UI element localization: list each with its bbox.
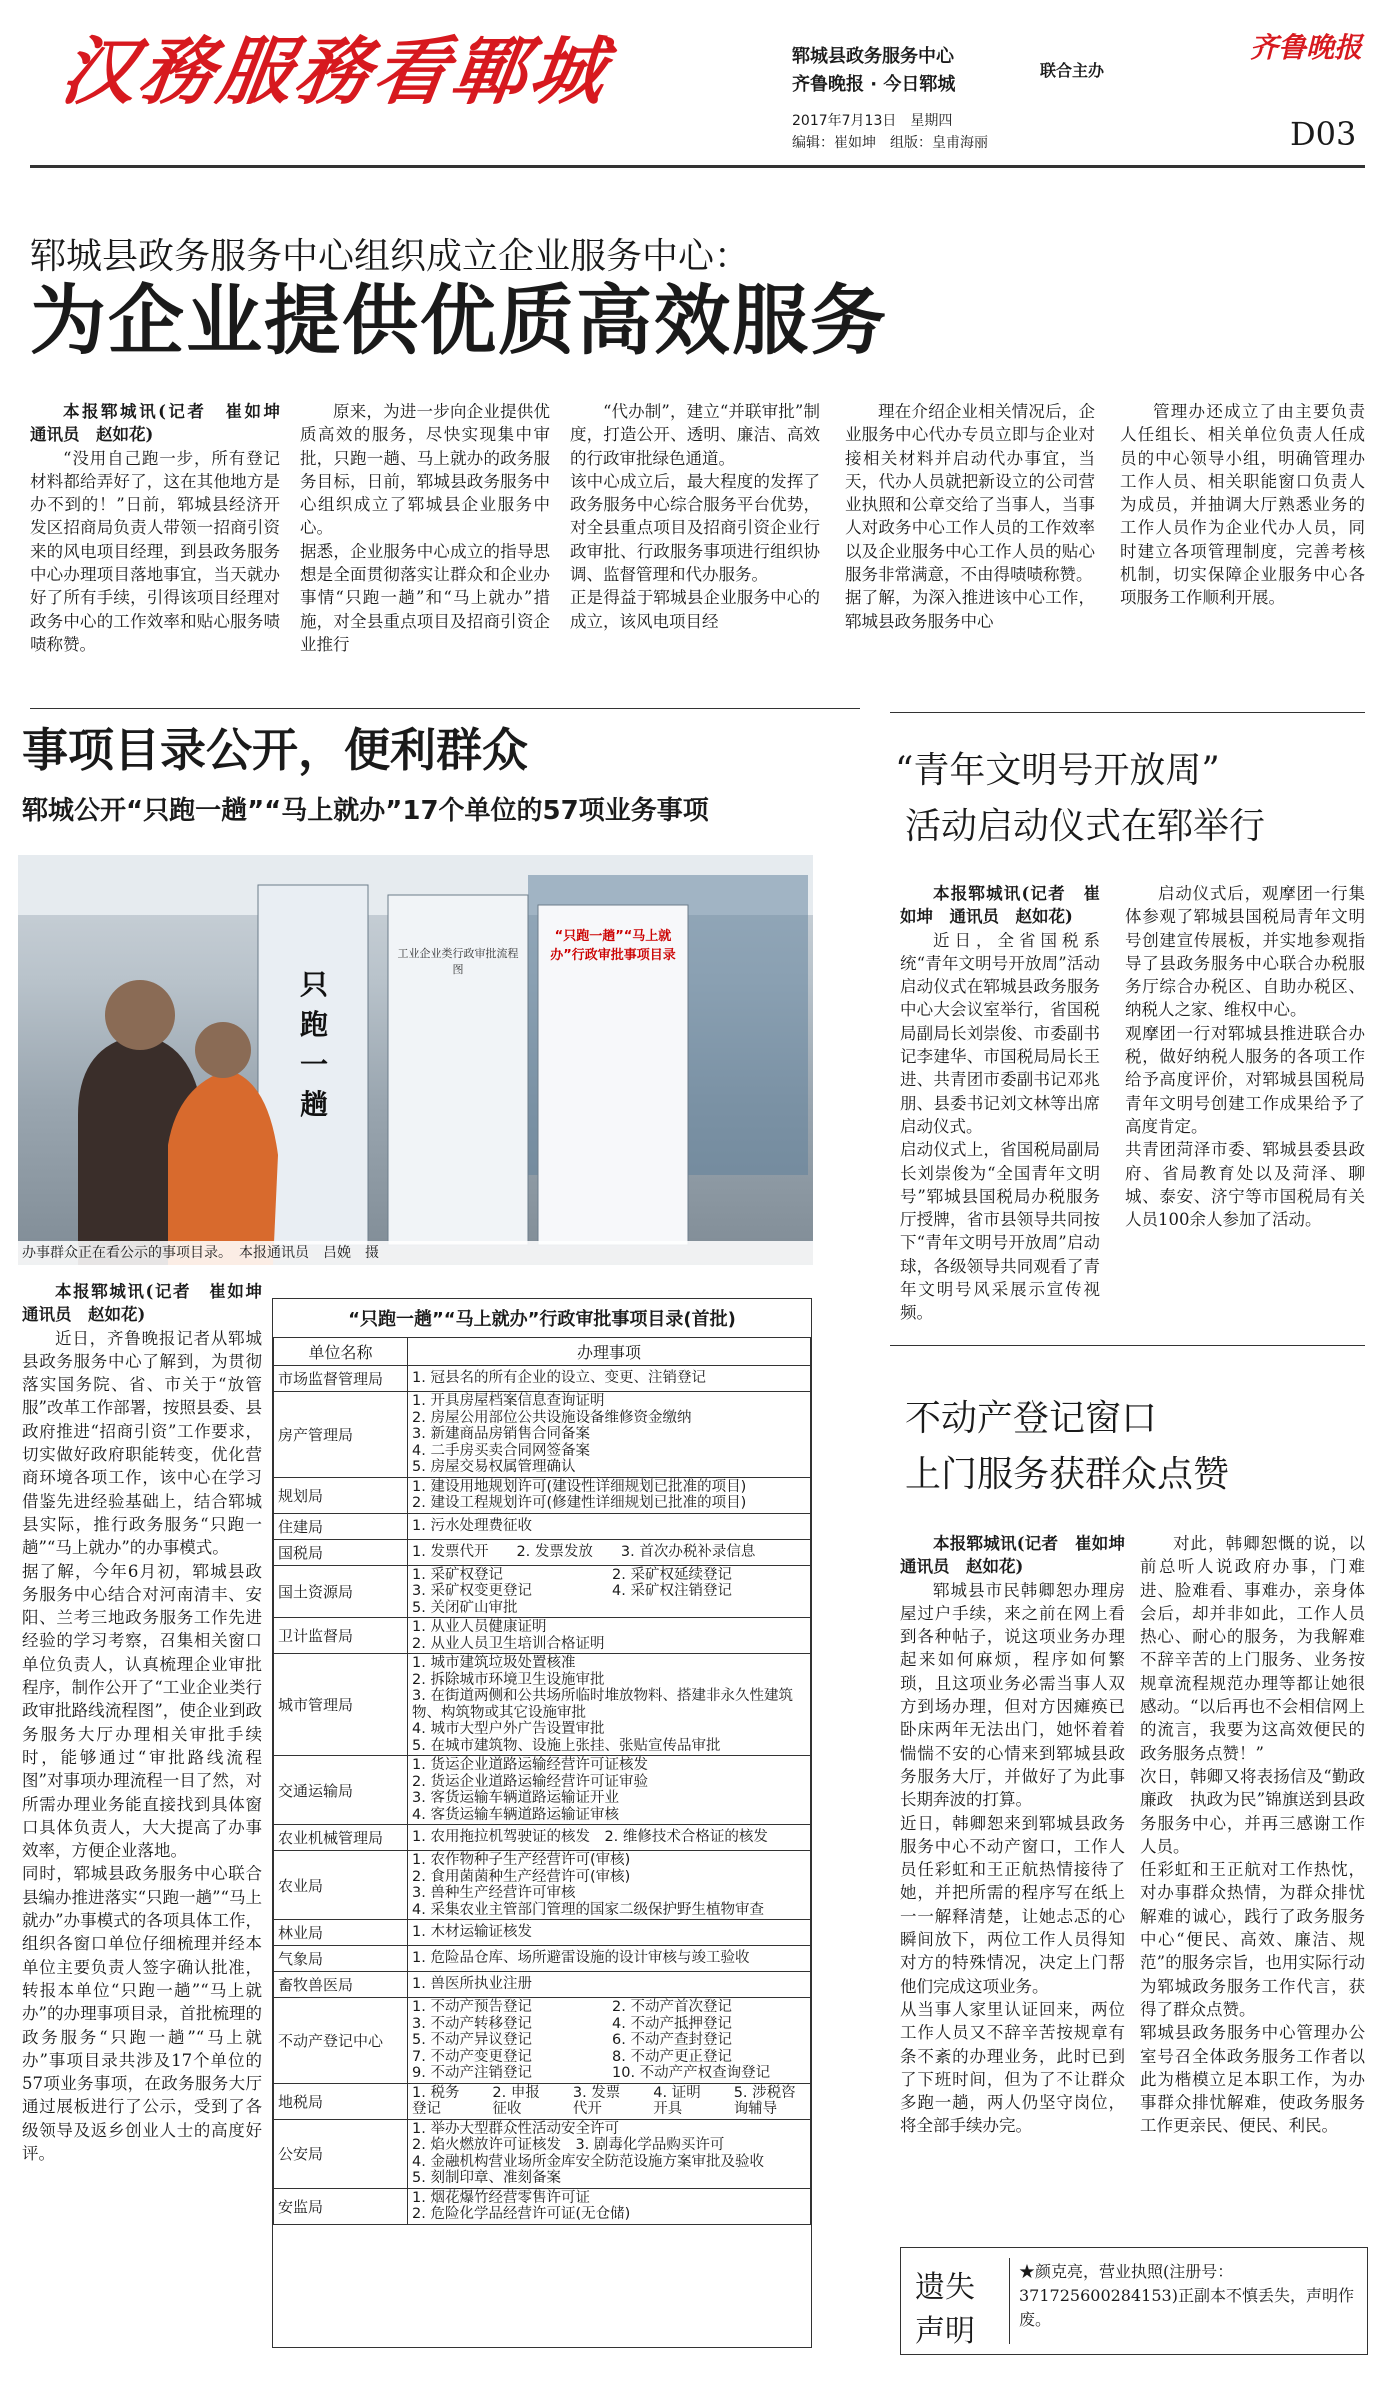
table-cell-unit: 气象局 xyxy=(274,1946,408,1972)
lost-notice-text: ★颜克亮，营业执照(注册号：371725600284153)正副本不慎丢失，声明作废。 xyxy=(1019,2262,1354,2329)
lead-column-2: 原来，为进一步向企业提供优质高效的服务，尽快实现集中审批，只跑一趟、马上就办的政务服务目标，日前，郓城县政务服务中心组织成立了郓城县企业服务中心。 据悉，企业服务中心成立的指导思想是全面贯彻落实让群众和企业办事情“只跑一趟”和“马上就办”措施，对全县重点项目及招商引资企业推行 xyxy=(300,402,550,654)
table-item: 1. 木材运输证核发 xyxy=(412,1924,532,1941)
table-cell-unit: 农业局 xyxy=(274,1851,408,1920)
table-cell-items xyxy=(408,1539,811,1565)
lead-bottom-rule xyxy=(30,708,860,709)
table-item: 3. 发票代开 xyxy=(572,2084,621,2117)
lost-notice-label-top: 遗失 xyxy=(915,2270,975,2305)
masthead-editors: 编辑：崔如坤 组版：皇甫海丽 xyxy=(792,135,988,151)
table-row xyxy=(274,1539,811,1565)
table-item: 1. 农用拖拉机驾驶证的核发 2. 维修技术合格证的核发 xyxy=(412,1829,768,1846)
story2-photo-art xyxy=(18,855,813,1265)
table-item: 5. 房屋交易权属管理确认 xyxy=(412,1459,576,1475)
table-cell-items xyxy=(408,1946,811,1972)
table-cell-unit: 城市管理局 xyxy=(274,1654,408,1756)
table-cell-unit: 房产管理局 xyxy=(274,1392,408,1478)
table-item: 2. 采矿权延续登记 xyxy=(612,1566,732,1583)
table-row xyxy=(274,1851,811,1920)
table-cell-unit: 市场监督管理局 xyxy=(274,1366,408,1392)
table-item: 1. 危险品仓库、场所避雷设施的设计审核与竣工验收 xyxy=(412,1950,750,1967)
story3-top-rule xyxy=(890,712,1365,713)
approval-table-box xyxy=(272,1298,812,2348)
table-item: 2. 焰火燃放许可证核发 3. 剧毒化学品购买许可 xyxy=(412,2137,725,2153)
table-item: 3. 首次办税补录信息 xyxy=(620,1543,756,1560)
table-cell-unit: 公安局 xyxy=(274,2119,408,2188)
table-row xyxy=(274,1654,811,1756)
table-item: 1. 污水处理费征收 xyxy=(412,1517,532,1534)
table-cell-items xyxy=(408,1654,811,1756)
table-item: 8. 不动产更正登记 xyxy=(612,2048,732,2065)
table-item: 3. 采矿权变更登记 xyxy=(412,1583,532,1599)
table-cell-unit: 畜牧兽医局 xyxy=(274,1972,408,1998)
table-cell-unit: 地税局 xyxy=(274,2083,408,2119)
table-cell-items xyxy=(408,1920,811,1946)
table-cell-items xyxy=(408,1998,811,2084)
table-row xyxy=(274,1565,811,1618)
lost-notice-box xyxy=(900,2247,1368,2355)
table-item: 5. 刻制印章、准刻备案 xyxy=(412,2170,561,2186)
masthead-title: 汉務服務看鄆城 xyxy=(55,29,615,115)
story2-subhead: 郓城公开“只跑一趟”“马上就办”17个单位的57项业务事项 xyxy=(22,796,709,826)
masthead-org-line2: 齐鲁晚报 · 今日郓城 xyxy=(792,74,956,95)
story4-column-1 xyxy=(900,1532,1142,2138)
photo-board-flowchart-title: 工业企业类行政审批流程图 xyxy=(397,947,519,976)
table-item: 3. 在街道两侧和公共场所临时堆放物料、搭建非永久性建筑物、构筑物或其它设施审批 xyxy=(412,1688,793,1721)
header-unit: 单位名称 xyxy=(274,1338,408,1366)
table-item: 4. 客货运输车辆道路运输证审核 xyxy=(412,1806,619,1823)
table-cell-items xyxy=(408,2083,811,2119)
table-row xyxy=(274,1756,811,1825)
table-cell-unit: 国土资源局 xyxy=(274,1565,408,1618)
table-item: 1. 从业人员健康证明 xyxy=(412,1619,547,1635)
story4-byline: 本报郓城讯(记者 崔如坤 通讯员 赵如花) xyxy=(900,1534,1142,1577)
table-item: 1. 兽医所执业注册 xyxy=(412,1976,532,1993)
table-item: 7. 不动产变更登记 xyxy=(412,2048,532,2065)
story4-headline-line2: 上门服务获群众点赞 xyxy=(905,1454,1230,1495)
story3-column-1 xyxy=(900,882,1100,1325)
table-item: 2. 房屋公用部位公共设施设备维修资金缴纳 xyxy=(412,1409,692,1426)
table-row xyxy=(274,1618,811,1654)
story3-headline-line2: 活动启动仪式在郓举行 xyxy=(905,806,1266,847)
table-cell-items xyxy=(408,2119,811,2188)
table-cell-items xyxy=(408,1565,811,1618)
story2-text: 近日，齐鲁晚报记者从郓城县政务服务中心了解到，为贯彻落实国务院、省、市关于“放管服”改革工作部署，按照县委、县政府推进“招商引资”工作要求，切实做好政府职能转变，优化营商环境各项工作，该中心在学习借鉴先进经验基础上，结合郓城县实际，推行政务服务“只跑一趟”“马上就办”的办事模式。 据了解，今年6月初，郓城县政务服务中心结合对河南清丰、安阳、兰考三地政务服务工作先进经验的学习考察，召集相关窗口单位负责人，认真梳理企业审批程序，制作公开了“工业企业类行政审批路线流程图”，使企业到政务服务大厅办理相关审批手续时，能够通过“审批路线流程图”对事项办理流程一目了然，对所需办理业务能直接找到具体窗口具体负责人，大大提高了办事效率，方便企业落地。 同时，郓城县政务服务中心联合县编办推进落实“只跑一趟”“马上就办”办事模式的各项具体工作，组织各窗口单位仔细梳理并经本单位主要负责人签字确认批准，转报本单位“只跑一趟”“马上就办”的办理事项目录，首批梳理的政务服务“只跑一趟”“马上就办”事项目录共涉及17个单位的57项业务事项，在政务服务大厅通过展板进行了公示，受到了各级领导及返乡创业人士的高度好评。 xyxy=(22,1328,262,2163)
table-cell-unit: 交通运输局 xyxy=(274,1756,408,1825)
table-item: 2. 危险化学品经营许可证(无仓储) xyxy=(412,2206,631,2222)
table-item: 1. 烟花爆竹经营零售许可证 xyxy=(412,2189,590,2206)
table-row xyxy=(274,1392,811,1478)
masthead-org-line1: 郓城县政务服务中心 xyxy=(792,46,954,67)
table-cell-unit: 农业机械管理局 xyxy=(274,1825,408,1851)
table-item: 1. 城市建筑垃圾处置核准 xyxy=(412,1655,576,1671)
table-item: 3. 兽种生产经营许可审核 xyxy=(412,1885,576,1901)
table-row xyxy=(274,2119,811,2188)
table-cell-items xyxy=(408,1756,811,1825)
approval-table-header xyxy=(274,1338,811,1366)
table-item: 1. 举办大型群众性活动安全许可 xyxy=(412,2120,619,2137)
table-item: 10. 不动产产权查询登记 xyxy=(612,2065,771,2081)
table-row xyxy=(274,1513,811,1539)
photo-caption: 办事群众正在看公示的事项目录。 本报通讯员 吕娩 摄 xyxy=(18,1241,813,1265)
table-cell-unit: 不动产登记中心 xyxy=(274,1998,408,2084)
table-item: 4. 不动产抵押登记 xyxy=(612,2015,732,2032)
table-item: 5. 不动产异议登记 xyxy=(412,2032,532,2048)
table-item: 4. 二手房买卖合同网签备案 xyxy=(412,1442,590,1459)
lead-headline: 为企业提供优质高效服务 xyxy=(30,276,888,365)
table-cell-items xyxy=(408,1366,811,1392)
table-item: 4. 采矿权注销登记 xyxy=(612,1583,732,1599)
table-item: 1. 采矿权登记 xyxy=(412,1566,503,1583)
story3-byline: 本报郓城讯(记者 崔如坤 通讯员 赵如花) xyxy=(900,884,1100,927)
lead-col1-text: “没用自己跑一步，所有登记材料都给弄好了，这在其他地方是办不到的！”日前，郓城县经济开发区招商局负责人带领一招商引资来的风电项目经理，到县政务服务中心办理项目落地事宜，当天就办好了所有手续，引得该项目经理对政务中心的工作效率和贴心服务啧啧称赞。 xyxy=(30,448,280,654)
table-item: 1. 货运企业道路运输经营许可证核发 xyxy=(412,1757,648,1773)
table-cell-unit: 林业局 xyxy=(274,1920,408,1946)
story4-col1-text: 郓城县市民韩卿恕办理房屋过户手续，来之前在网上看到各种帖子，说这项业务办理起来如何麻烦，程序如何繁琐，且这项业务必需当事人双方到场办理，但对方因瘫痪已卧床两年无法出门，她怀着着惴惴不安的心情来到郓城县政务服务大厅，并做好了为此事长期奔波的打算。 近日，韩卿恕来到郓城县政务服务中心不动产窗口，工作人员任彩虹和王正航热情接待了她，并把所需的程序写在纸上一一解释清楚，让她忐忑的心瞬间放下，两位工作人员得知对方的特殊情况，决定上门帮他们完成这项业务。 从当事人家里认证回来，两位工作人员又不辞辛苦按规章有条不紊的办理业务，此时已到了下班时间，但为了不让群众多跑一趟，两人仍坚守岗位，将全部手续办完。 xyxy=(900,1580,1125,2136)
table-item: 2. 从业人员卫生培训合格证明 xyxy=(412,1635,605,1652)
story3-headline-line1: “青年文明号开放周” xyxy=(895,750,1220,791)
table-item: 4. 证明开具 xyxy=(653,2084,701,2117)
approval-table-body xyxy=(274,1366,811,2225)
table-item: 1. 开具房屋档案信息查询证明 xyxy=(412,1393,605,1409)
page-number: D03 xyxy=(1290,115,1357,153)
table-cell-unit: 卫计监督局 xyxy=(274,1618,408,1654)
table-item: 3. 不动产转移登记 xyxy=(412,2015,532,2032)
table-cell-unit: 规划局 xyxy=(274,1477,408,1513)
table-item: 2. 不动产首次登记 xyxy=(612,1999,732,2015)
approval-table xyxy=(273,1337,811,2225)
table-item: 2. 食用菌菌种生产经营许可(审核) xyxy=(412,1868,631,1885)
story4-headline-line1: 不动产登记窗口 xyxy=(905,1398,1158,1439)
lead-column-1 xyxy=(30,400,297,656)
lost-notice-label-bottom: 声明 xyxy=(915,2314,975,2349)
table-item: 4. 城市大型户外广告设置审批 xyxy=(412,1721,605,1737)
table-item: 2. 申报征收 xyxy=(492,2084,540,2117)
table-item: 3. 客货运输车辆道路运输证开业 xyxy=(412,1790,619,1806)
story2-photo xyxy=(18,855,813,1265)
table-item: 2. 货运企业道路运输经营许可证审验 xyxy=(412,1773,648,1790)
photo-board-list-title: “只跑一趟”“马上就办”行政审批事项目录 xyxy=(550,929,676,963)
table-cell-unit: 国税局 xyxy=(274,1539,408,1565)
table-item: 2. 拆除城市环境卫生设施审批 xyxy=(412,1671,605,1688)
masthead-rule xyxy=(30,165,1365,168)
masthead-cohost: 联合主办 xyxy=(1040,61,1105,80)
table-item: 1. 建设用地规划许可(建设性详细规划已批准的项目) xyxy=(412,1478,747,1495)
story4-top-rule xyxy=(890,1345,1365,1346)
table-item: 1. 冠县名的所有企业的设立、变更、注销登记 xyxy=(412,1370,706,1387)
table-item: 4. 采集农业主管部门管理的国家二级保护野生植物审查 xyxy=(412,1901,764,1918)
table-row xyxy=(274,1477,811,1513)
lead-kicker: 郓城县政务服务中心组织成立企业服务中心： xyxy=(30,236,751,277)
table-item: 2. 发票发放 xyxy=(516,1543,593,1560)
approval-table-title: “只跑一趟”“马上就办”行政审批事项目录(首批) xyxy=(348,1309,736,1330)
table-cell-items xyxy=(408,1618,811,1654)
table-row xyxy=(274,1972,811,1998)
story2-byline: 本报郓城讯(记者 崔如坤 通讯员 赵如花) xyxy=(22,1282,279,1325)
table-item: 5. 在城市建筑物、设施上张挂、张贴宣传品审批 xyxy=(412,1737,721,1754)
table-cell-items xyxy=(408,2188,811,2224)
table-item: 5. 关闭矿山审批 xyxy=(412,1599,518,1616)
table-item: 2. 建设工程规划许可(修建性详细规划已批准的项目) xyxy=(412,1495,747,1511)
table-item: 1. 不动产预告登记 xyxy=(412,1999,532,2015)
table-item: 6. 不动产查封登记 xyxy=(612,2032,732,2048)
table-row xyxy=(274,1920,811,1946)
table-row xyxy=(274,2188,811,2224)
lead-byline: 本报郓城讯(记者 崔如坤 通讯员 赵如花) xyxy=(30,402,297,445)
table-item: 1. 税务登记 xyxy=(412,2084,460,2117)
lost-notice-divider xyxy=(1009,2258,1010,2344)
table-item: 5. 涉税咨询辅导 xyxy=(733,2084,796,2117)
table-row xyxy=(274,1998,811,2084)
table-cell-items xyxy=(408,1392,811,1478)
masthead-date: 2017年7月13日 星期四 xyxy=(792,113,953,129)
table-cell-items xyxy=(408,1513,811,1539)
table-row xyxy=(274,1825,811,1851)
story2-body xyxy=(22,1280,279,2165)
header-items: 办理事项 xyxy=(408,1338,811,1366)
table-item: 3. 新建商品房销售合同备案 xyxy=(412,1426,590,1442)
table-cell-items xyxy=(408,1477,811,1513)
story2-headline: 事项目录公开，便利群众 xyxy=(22,723,528,777)
table-row xyxy=(274,1946,811,1972)
story4-column-2: 对此，韩卿恕慨的说，以前总听人说政府办事，门难进、脸难看、事难办，亲身体会后，却并非如此，工作人员热心、耐心的服务，为我解难不辞辛苦的上门服务、业务按规章流程规范办理等都让她很感动。“以后再也不会相信网上的流言，我要为这高效便民的政务服务点赞！” 次日，韩卿又将表扬信及“勤政廉政 执政为民”锦旗送到县政务服务中心，并再三感谢工作人员。 任彩虹和王正航对工作热忱，对办事群众热情，为群众排忧解难的诚心，践行了政务服务中心“便民、高效、廉洁、规范”的服务宗旨，也用实际行动为郓城政务服务工作代言，获得了群众点赞。 郓城县政务服务中心管理办公室号召全体政务服务工作者以此为楷模立足本职工作，为办事群众排忧解难，使政务服务工作更亲民、便民、利民。 xyxy=(1140,1534,1365,2136)
table-cell-items xyxy=(408,1972,811,1998)
table-cell-items xyxy=(408,1825,811,1851)
table-cell-unit: 住建局 xyxy=(274,1513,408,1539)
lead-column-4: 理在介绍企业相关情况后，企业服务中心代办专员立即与企业对接相关材料并启动代办事宜，当天，代办人员就把新设立的公司营业执照和公章交给了当事人，当事人对政务中心工作人员的工作效率以及企业服务中心工作人员的贴心服务非常满意，不由得啧啧称赞。 据了解，为深入推进该中心工作，郓城县政务服务中心 xyxy=(845,402,1095,631)
table-cell-items xyxy=(408,1851,811,1920)
table-item: 1. 农作物种子生产经营许可(审核) xyxy=(412,1852,631,1868)
table-row xyxy=(274,2083,811,2119)
story3-col1-text: 近日，全省国税系统“青年文明号开放周”活动启动仪式在郓城县政务服务中心大会议室举行，省国税局副局长刘崇俊、市委副书记李建华、市国税局局长王进、共青团市委副书记邓兆朋、县委书记刘文林等出席启动仪式。 启动仪式上，省国税局副局长刘崇俊为“全国青年文明号”郓城县国税局办税服务厅授牌，省市县领导共同按下“青年文明号开放周”启动球，各级领导共同观看了青年文明号风采展示宣传视频。 xyxy=(900,930,1100,1323)
masthead-brand: 齐鲁晚报 xyxy=(1250,31,1363,64)
table-item: 1. 发票代开 xyxy=(412,1543,489,1560)
photo-board-vertical-text: 只跑一趟 xyxy=(300,968,329,1121)
table-row xyxy=(274,1366,811,1392)
story3-column-2: 启动仪式后，观摩团一行集体参观了郓城县国税局青年文明号创建宣传展板，并实地参观指导了县政务服务中心联合办税服务厅综合办税区、自助办税区、纳税人之家、维权中心。 观摩团一行对郓城县推进联合办税，做好纳税人服务的各项工作给予高度评价，对郓城县国税局青年文明号创建工作成果给予了高度肯定。 共青团菏泽市委、郓城县委县政府、省局教育处以及菏泽、聊城、泰安、济宁等市国税局有关人员100余人参加了活动。 xyxy=(1125,884,1365,1230)
table-cell-unit: 安监局 xyxy=(274,2188,408,2224)
table-item: 4. 金融机构营业场所金库安全防范设施方案审批及验收 xyxy=(412,2153,764,2170)
table-item: 9. 不动产注销登记 xyxy=(412,2065,532,2081)
lead-column-3: “代办制”，建立“并联审批”制度，打造公开、透明、廉洁、高效的行政审批绿色通道。 该中心成立后，最大程度的发挥了政务服务中心综合服务平台优势，对全县重点项目及招商引资企业行政审批、行政服务事项进行组织协调、监督管理和代办服务。 正是得益于郓城县企业服务中心的成立，该风电项目经 xyxy=(570,402,820,631)
lead-column-5: 管理办还成立了由主要负责人任组长、相关单位负责人任成员的中心领导小组，明确管理办工作人员、相关职能窗口负责人为成员，并抽调大厅熟悉业务的工作人员作为企业代办人员，同时建立各项管理制度，完善考核机制，切实保障企业服务中心各项服务工作顺利开展。 xyxy=(1120,402,1365,608)
